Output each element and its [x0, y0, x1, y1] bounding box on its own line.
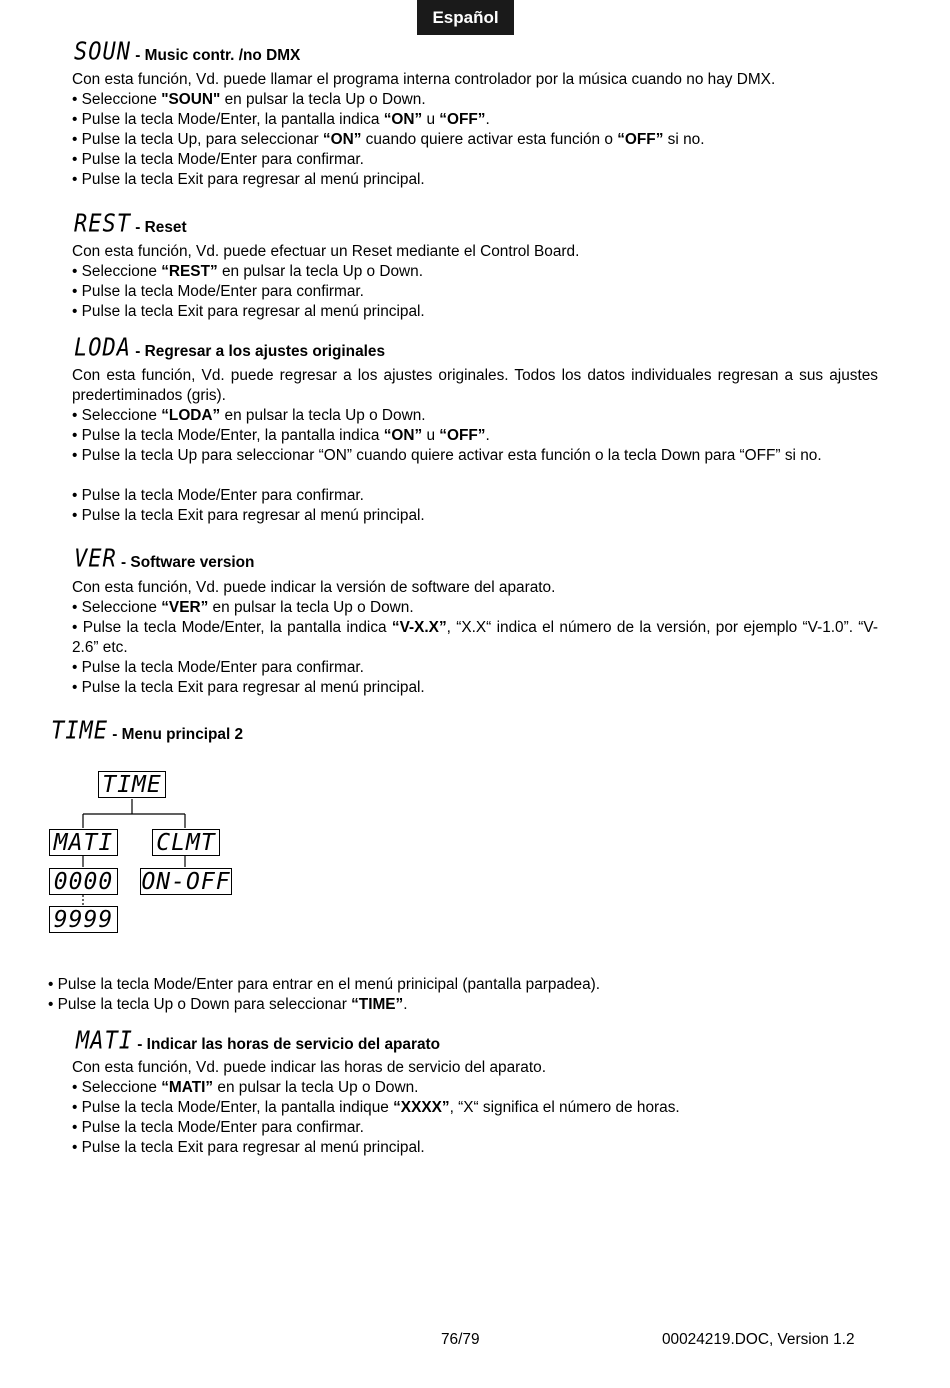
mati-bullet-1: • Seleccione “MATI” en pulsar la tecla Up o Down.: [72, 1079, 419, 1096]
time-code: TIME: [51, 716, 108, 746]
ver-intro: Con esta función, Vd. puede indicar la versión de software del aparato.: [72, 579, 556, 596]
mati-bullet-2: • Pulse la tecla Mode/Enter, la pantalla indique “XXXX”, “X“ significa el número de horas.: [72, 1099, 680, 1116]
loda-title: - Regresar a los ajustes originales: [135, 343, 386, 360]
soun-intro: Con esta función, Vd. puede llamar el programa interna controlador por la música cuando no hay DMX.: [72, 71, 776, 88]
loda-heading: [74, 333, 386, 363]
rest-code: REST: [74, 209, 131, 239]
loda-bullet-5: • Pulse la tecla Exit para regresar al menú principal.: [72, 507, 425, 524]
document-version: 00024219.DOC, Version 1.2: [662, 1331, 855, 1348]
time-title: - Menu principal 2: [112, 726, 244, 743]
rest-heading: [74, 209, 187, 239]
soun-title: - Music contr. /no DMX: [135, 47, 301, 64]
rest-bullet-2: • Pulse la tecla Mode/Enter para confirmar.: [72, 283, 364, 300]
soun-bullet-2: • Pulse la tecla Mode/Enter, la pantalla indica “ON” u “OFF”.: [72, 111, 490, 128]
mati-code: MATI: [76, 1026, 133, 1056]
soun-bullet-5: • Pulse la tecla Exit para regresar al menú principal.: [72, 171, 425, 188]
loda-bullet-4: • Pulse la tecla Mode/Enter para confirmar.: [72, 487, 364, 504]
loda-bullet-2: • Pulse la tecla Mode/Enter, la pantalla indica “ON” u “OFF”.: [72, 427, 490, 444]
loda-intro: Con esta función, Vd. puede regresar a los ajustes originales. Todos los datos individuales regresan a sus ajustes predertiminados (gris).: [72, 367, 878, 404]
mati-intro: Con esta función, Vd. puede indicar las horas de servicio del aparato.: [72, 1059, 546, 1076]
time-bullet-1: • Pulse la tecla Mode/Enter para entrar en el menú prinicipal (pantalla parpadea).: [48, 976, 601, 993]
ver-bullet-4: • Pulse la tecla Exit para regresar al menú principal.: [72, 679, 425, 696]
ver-code: VER: [74, 544, 117, 574]
menu-box-time: TIME: [98, 771, 166, 798]
soun-bullet-3: • Pulse la tecla Up, para seleccionar “ON” cuando quiere activar esta función o “OFF” si no.: [72, 131, 705, 148]
soun-heading: [74, 37, 301, 67]
menu-box-onoff: ON-OFF: [141, 868, 231, 895]
time-heading: [51, 716, 244, 746]
menu-box-min: 0000: [49, 868, 118, 895]
rest-bullet-1: • Seleccione “REST” en pulsar la tecla Up o Down.: [72, 263, 423, 280]
menu-box-max: 9999: [49, 906, 118, 933]
mati-heading: [76, 1026, 441, 1056]
rest-bullet-3: • Pulse la tecla Exit para regresar al menú principal.: [72, 303, 425, 320]
ver-title: - Software version: [121, 554, 255, 571]
loda-bullet-1: • Seleccione “LODA” en pulsar la tecla Up o Down.: [72, 407, 426, 424]
loda-bullet-3: • Pulse la tecla Up para seleccionar “ON” cuando quiere activar esta función o la tecla Down para “OFF” si no.: [72, 447, 822, 464]
loda-code: LODA: [74, 333, 131, 363]
ver-bullet-2: • Pulse la tecla Mode/Enter, la pantalla indica “V-X.X”, “X.X“ indica el número de la versión, por ejemplo “V-1.0”. “V-2.6” etc.: [72, 619, 878, 656]
mati-bullet-3: • Pulse la tecla Mode/Enter para confirmar.: [72, 1119, 364, 1136]
mati-title: - Indicar las horas de servicio del aparato: [137, 1036, 441, 1053]
language-badge: Español: [417, 0, 514, 35]
soun-code: SOUN: [74, 37, 131, 67]
rest-title: - Reset: [135, 219, 187, 236]
soun-bullet-1: • Seleccione "SOUN" en pulsar la tecla Up o Down.: [72, 91, 426, 108]
menu-box-clmt: CLMT: [152, 829, 220, 856]
soun-bullet-4: • Pulse la tecla Mode/Enter para confirmar.: [72, 151, 364, 168]
menu-box-mati: MATI: [49, 829, 118, 856]
ver-bullet-1: • Seleccione “VER” en pulsar la tecla Up o Down.: [72, 599, 414, 616]
time-bullet-2: • Pulse la tecla Up o Down para seleccionar “TIME”.: [48, 996, 408, 1013]
page-number: 76/79: [441, 1331, 480, 1348]
ver-bullet-3: • Pulse la tecla Mode/Enter para confirmar.: [72, 659, 364, 676]
ver-heading: [74, 544, 255, 574]
mati-bullet-4: • Pulse la tecla Exit para regresar al menú principal.: [72, 1139, 425, 1156]
rest-intro: Con esta función, Vd. puede efectuar un Reset mediante el Control Board.: [72, 243, 580, 260]
